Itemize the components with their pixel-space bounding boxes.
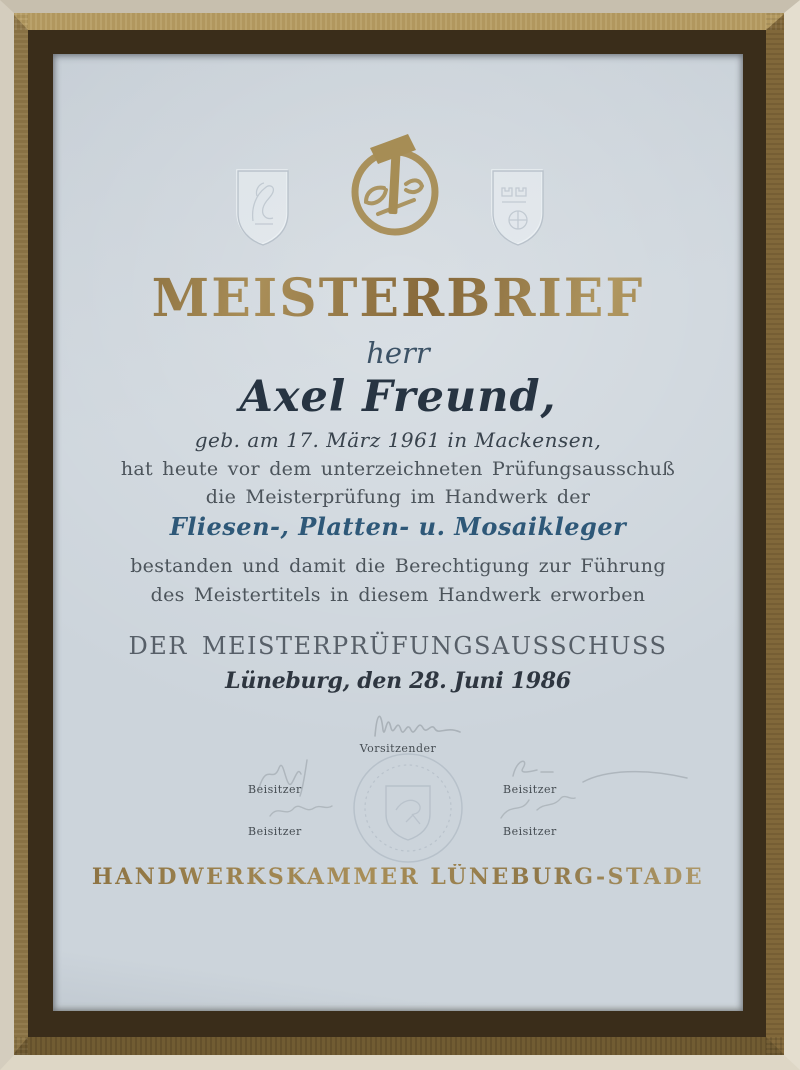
embossed-lion-crest-icon bbox=[231, 166, 295, 250]
committee-heading: DER MEISTERPRÜFUNGSAUSSCHUSS bbox=[128, 632, 668, 660]
embossed-chamber-seal-icon bbox=[348, 748, 468, 868]
recipient-name: Axel Freund, bbox=[239, 372, 557, 422]
issuer-name: HANDWERKSKAMMER LÜNEBURG-STADE bbox=[53, 864, 743, 890]
chairman-signature bbox=[370, 702, 465, 744]
embossed-castle-crest-icon bbox=[486, 166, 550, 250]
assessor-signature-3 bbox=[266, 798, 336, 823]
certificate-paper bbox=[53, 54, 743, 1011]
handwerk-hammer-emblem-icon bbox=[340, 126, 450, 242]
assessor-label-4: Beisitzer bbox=[503, 825, 557, 838]
trade-name: Fliesen-, Platten- u. Mosaikleger bbox=[169, 512, 627, 541]
assessor-label-2: Beisitzer bbox=[503, 783, 557, 796]
body-line-4: des Meistertitels in diesem Handwerk erworben bbox=[150, 584, 646, 606]
chairman-label: Vorsitzender bbox=[359, 742, 437, 755]
assessor-label-1: Beisitzer bbox=[248, 783, 302, 796]
salutation: herr bbox=[366, 336, 430, 370]
assessor-signature-4 bbox=[495, 792, 585, 824]
body-line-3: bestanden und damit die Berechtigung zur Führung bbox=[130, 555, 666, 577]
body-line-2: die Meisterprüfung im Handwerk der bbox=[205, 486, 591, 508]
body-line-1: hat heute vor dem unterzeichneten Prüfungsausschuß bbox=[120, 458, 676, 480]
assessor-label-3: Beisitzer bbox=[248, 825, 302, 838]
birth-line: geb. am 17. März 1961 in Mackensen, bbox=[194, 428, 602, 452]
certificate-title: MEISTERBRIEF bbox=[53, 268, 743, 329]
place-date-line: Lüneburg, den 28. Juni 1986 bbox=[225, 668, 571, 694]
